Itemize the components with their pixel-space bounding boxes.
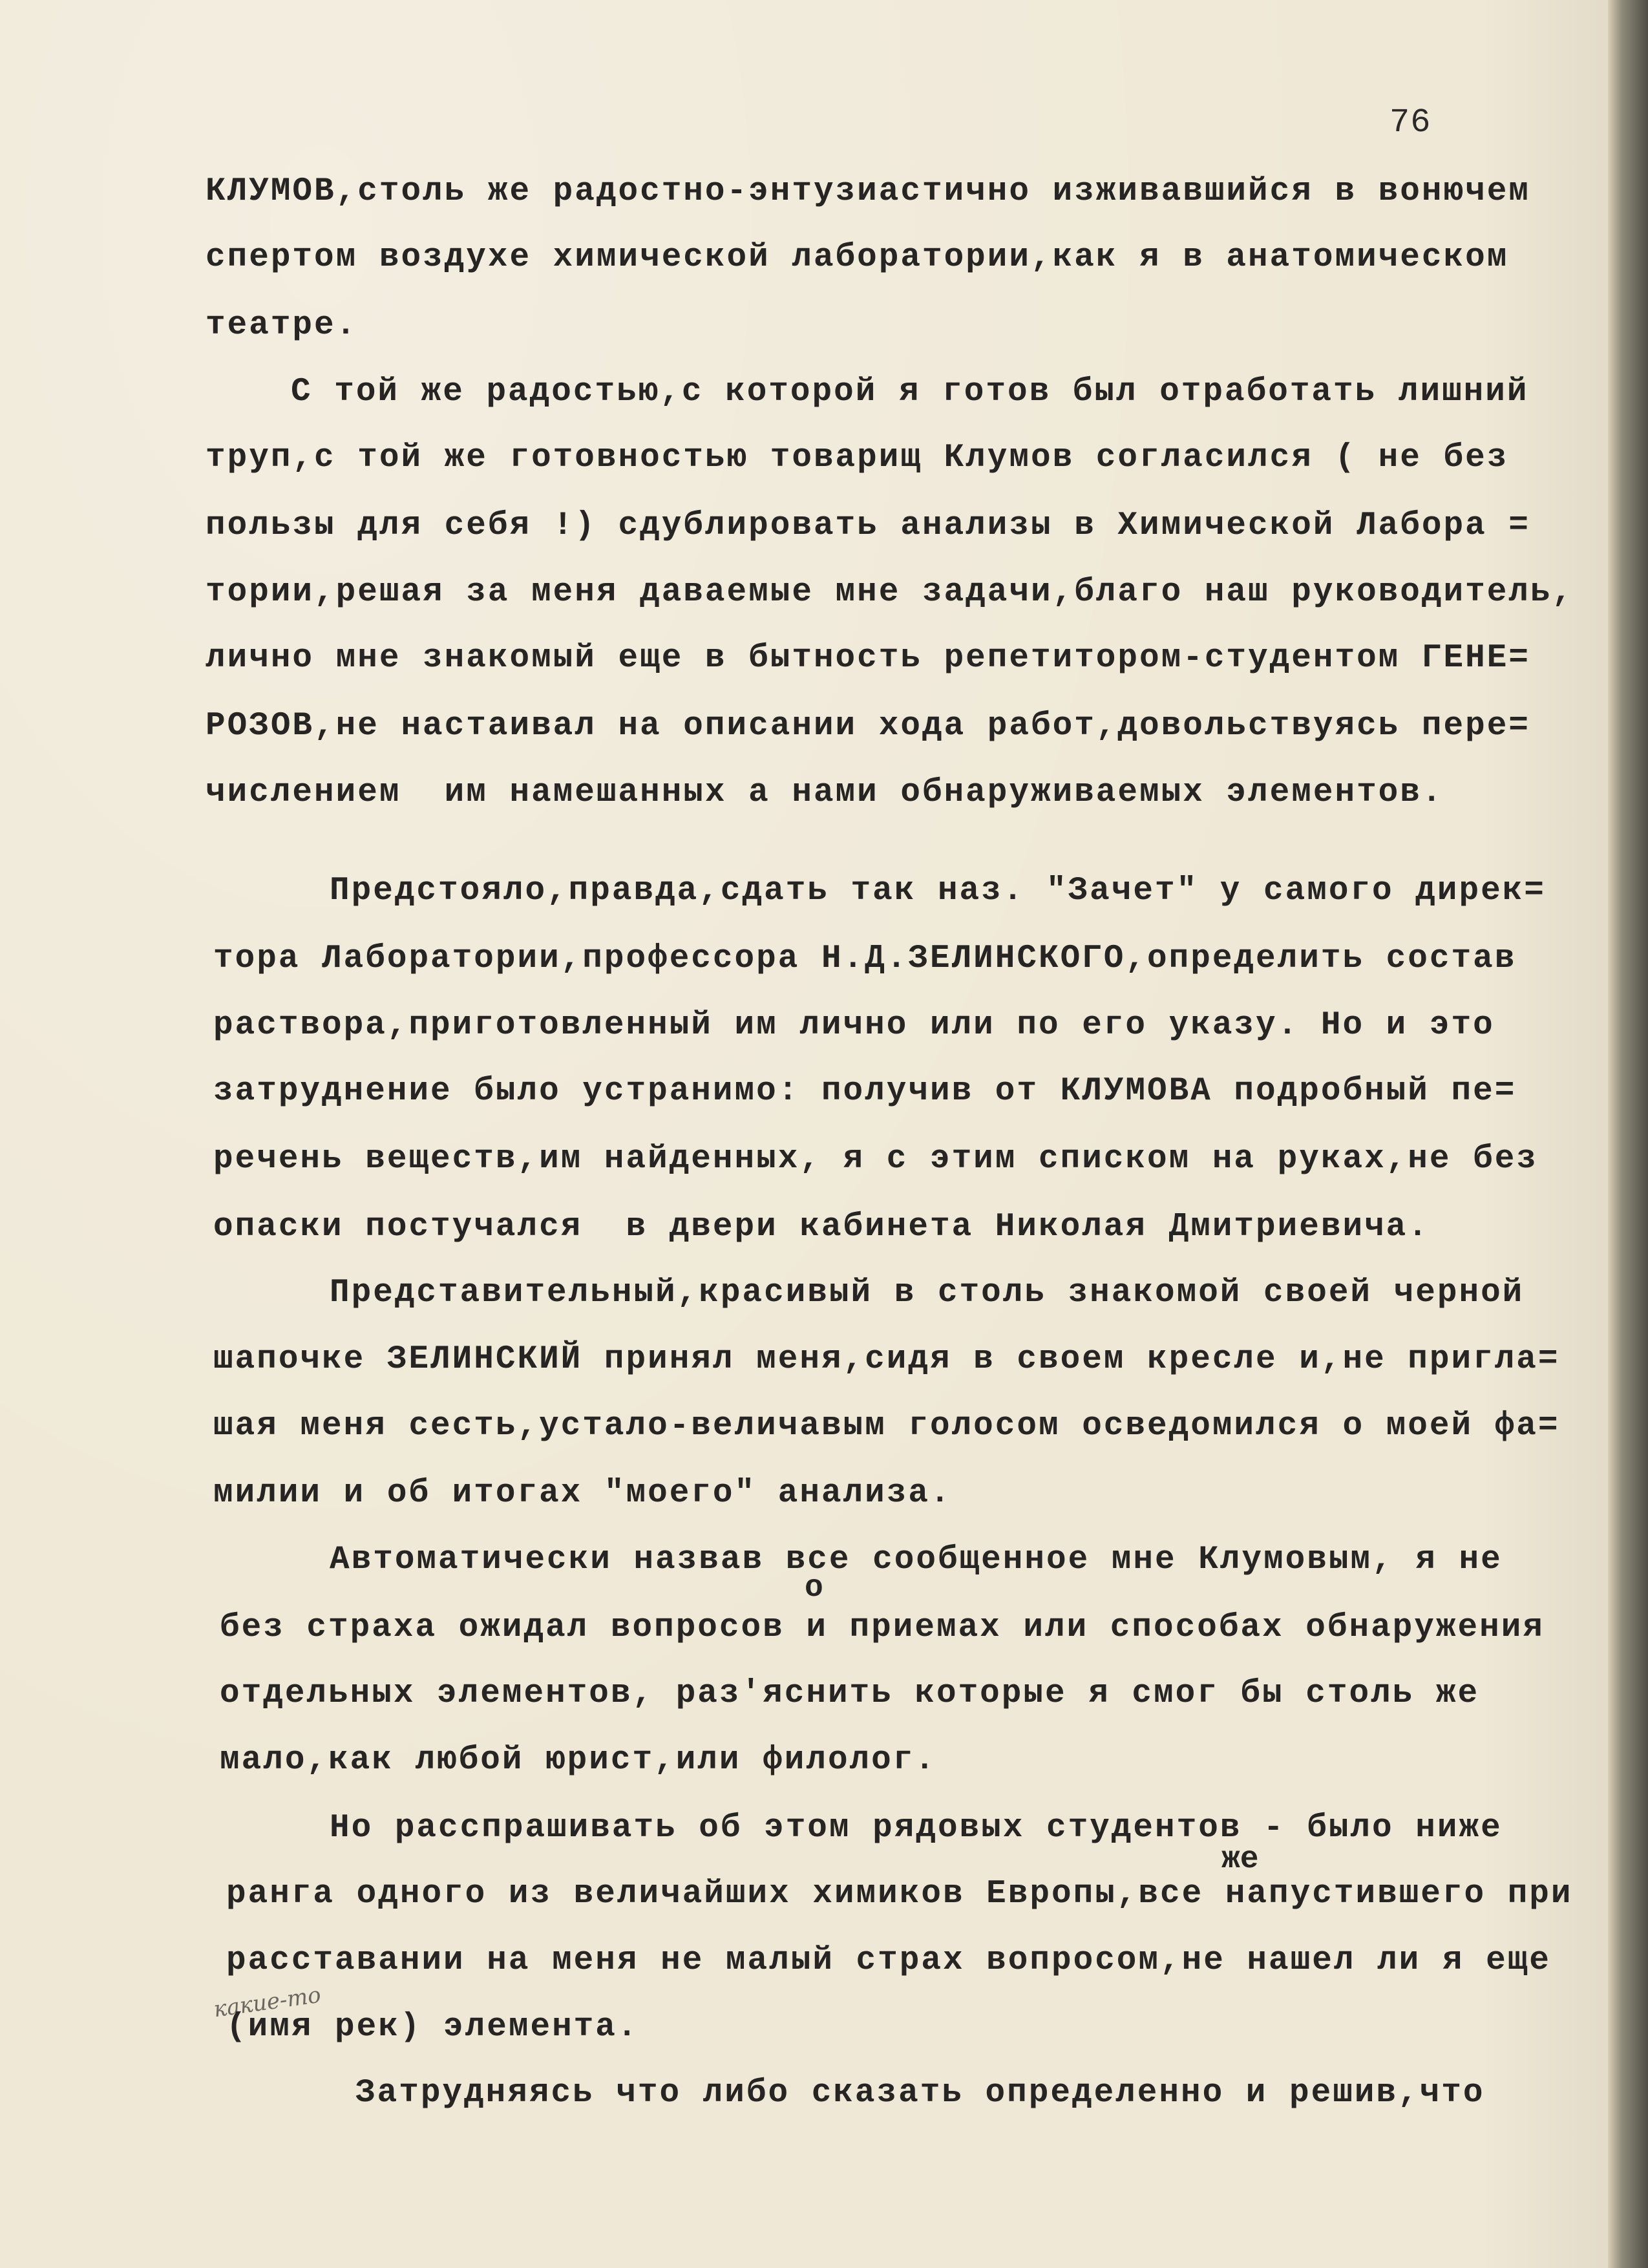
text-line: без страха ожидал вопросов и приемах или способах обнаружения [220, 1609, 1545, 1646]
text-line: мало,как любой юрист,или филолог. [220, 1742, 936, 1779]
text-line: ранга одного из величайших химиков Европы,все напустившего при [226, 1876, 1573, 1913]
typed-insertion: о [805, 1571, 823, 1606]
text-line: Но расспрашивать об этом рядовых студентов - было ниже [330, 1810, 1503, 1847]
handwritten-note: какие-то [212, 1982, 323, 2023]
text-line: затруднение было устранимо: получив от КЛУМОВА подробный пе= [213, 1073, 1517, 1110]
text-line: раствора,приготовленный им лично или по его указу. Но и это [213, 1007, 1495, 1044]
text-line: Автоматически назвав все сообщенное мне Клумовым, я не [330, 1542, 1503, 1578]
text-line: числением им намешанных а нами обнаруживаемых элементов. [206, 774, 1444, 811]
text-line: шапочке ЗЕЛИНСКИЙ принял меня,сидя в своем кресле и,не пригла= [213, 1341, 1560, 1378]
text-line: лично мне знакомый еще в бытность репетитором-студентом ГЕНЕ= [206, 640, 1530, 677]
text-line: милии и об итогах "моего" анализа. [213, 1475, 952, 1512]
text-line: шая меня сесть,устало-величавым голосом осведомился о моей фа= [213, 1408, 1560, 1445]
text-line: труп,с той же готовностью товарищ Клумов согласился ( не без [206, 440, 1509, 476]
text-line: спертом воздухе химической лаборатории,как я в анатомическом [206, 239, 1509, 276]
page-edge-shadow [1608, 0, 1648, 2268]
text-line: КЛУМОВ,столь же радостно-энтузиастично изживавшийся в вонючем [206, 173, 1530, 210]
typed-insertion: же [1221, 1842, 1259, 1877]
text-line: Затрудняясь что либо сказать определенно и решив,что [355, 2075, 1485, 2112]
text-line: речень веществ,им найденных, я с этим списком на руках,не без [213, 1141, 1538, 1178]
text-line: (имя рек) элемента. [226, 2009, 639, 2046]
text-line: С той же радостью,с которой я готов был отработать лишний [291, 374, 1529, 410]
page-number: 76 [1389, 103, 1431, 142]
text-line: Представительный,красивый в столь знакомой своей черной [330, 1275, 1525, 1311]
text-line: тора Лаборатории,профессора Н.Д.ЗЕЛИНСКОГО,определить состав [213, 940, 1517, 977]
text-line: театре. [206, 307, 358, 344]
text-line: РОЗОВ,не настаивал на описании хода работ,довольствуясь пере= [206, 708, 1530, 745]
text-line: тории,решая за меня даваемые мне задачи,благо наш руководитель, [206, 574, 1574, 611]
text-line: опаски постучался в двери кабинета Николая Дмитриевича. [213, 1209, 1430, 1245]
text-line: Предстояло,правда,сдать так наз. "Зачет" у самого дирек= [330, 873, 1546, 909]
text-line: расставании на меня не малый страх вопросом,не нашел ли я еще [226, 1942, 1551, 1979]
text-line: пользы для себя !) сдублировать анализы в Химической Лабора = [206, 507, 1530, 544]
text-line: отдельных элементов, раз'яснить которые я смог бы столь же [220, 1675, 1480, 1712]
